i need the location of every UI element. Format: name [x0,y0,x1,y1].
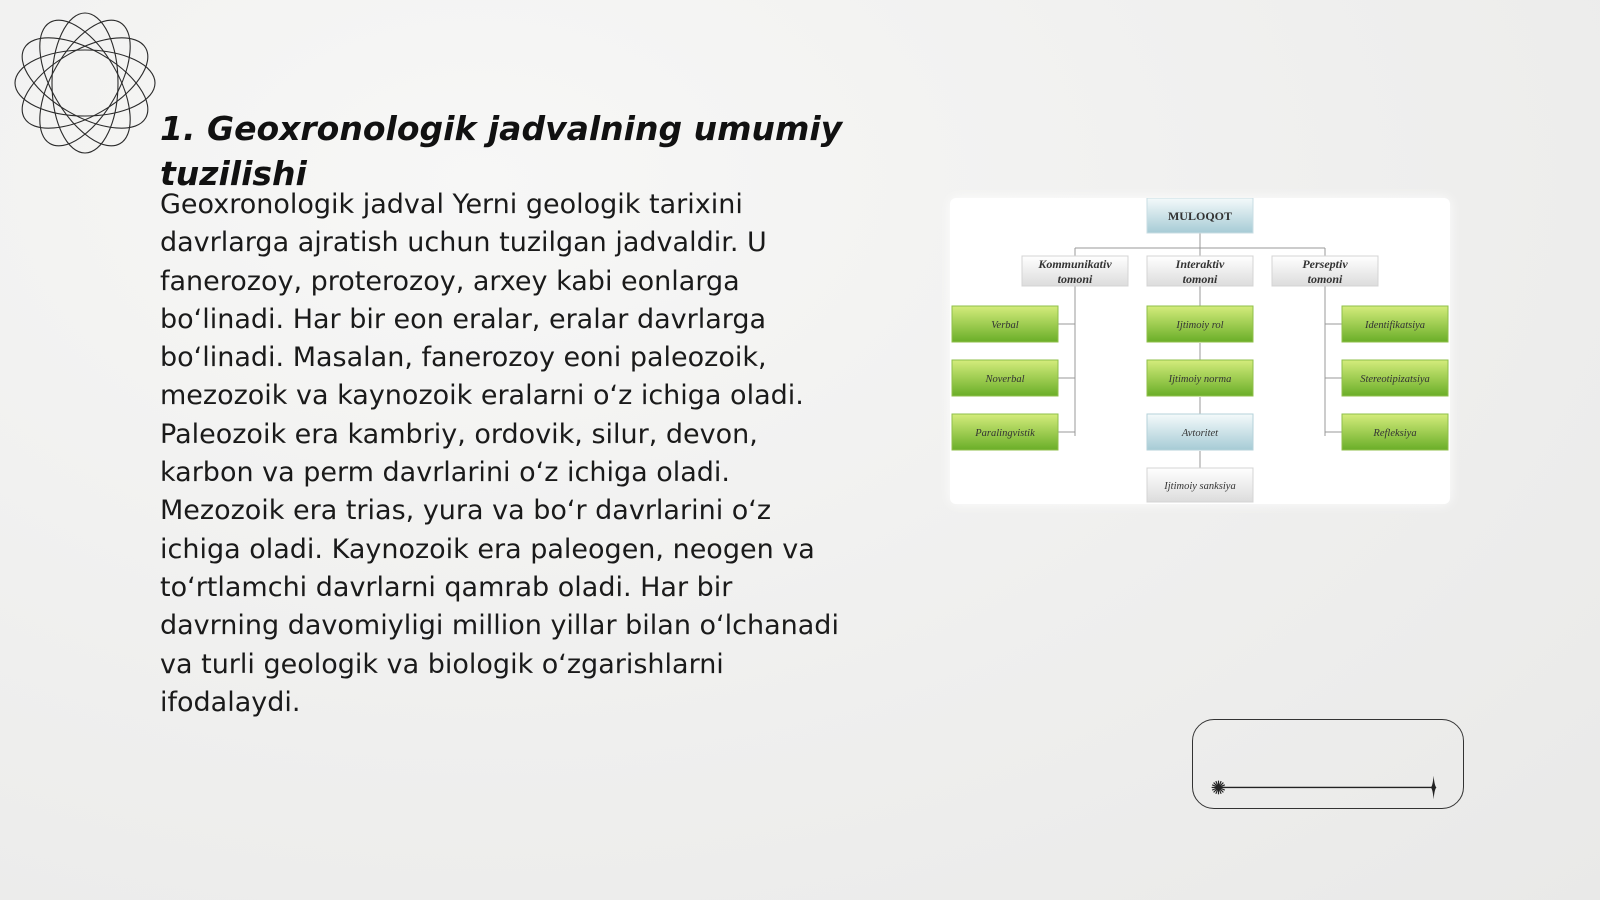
diagram-node-avtoritet [1147,414,1253,450]
diagram-root-label: MULOQOT [1167,209,1233,223]
diagram-node-label: Paralingvistik [975,428,1035,439]
diagram-node-noverbal [952,360,1058,396]
diagram-node-label: Ijtimoiy norma [1168,374,1232,385]
diagram-root-node [1147,198,1253,233]
diagram-node-label: Stereotipizatsiya [1360,374,1430,385]
diagram-heading-line: Kommunikativ [1038,257,1112,271]
slide-body: Geoxronologik jadval Yerni geologik tarixini davrlarga ajratish uchun tuzilgan jadvaldir. U fanerozoy, proterozoy, arxey kabi eonlarga boʻlinadi. Har bir eon eralar, eralar davrlarga boʻlinadi. Masalan, fanerozoy eoni paleozoik, mezozoik va kaynozoik eralarni oʻz ichiga oladi. Paleozoik era kambriy, ordovik, silur, devon, karbon va perm davrlarini oʻz ichiga oladi. Mezozoik era trias, yura va boʻr davrlarini oʻz ichiga oladi. Kaynozoik era paleogen, neogen va toʻrtlamchi davrlarni qamrab oladi. Har bir davrning davomiyligi million yillar bilan oʻlchanadi va turli geologik va biologik oʻzgarishlarni ifodalaydi. [160,189,839,718]
diagram-node-label: Identifikatsiya [1364,320,1426,331]
diagram-node-ijtimoiy-norma [1147,360,1253,396]
diagram-node-ijtimoiy-sanksiya [1147,468,1253,502]
sparkle-icon [1431,776,1437,799]
diagram-heading-line: Perseptiv [1302,257,1348,271]
diagram-heading-perseptiv [1272,256,1378,286]
diagram-node-ijtimoiy-rol [1147,306,1253,342]
diagram-heading-interaktiv [1147,256,1253,286]
diagram-node-label: Ijtimoiy sanksiya [1164,481,1236,492]
diagram-heading-line: tomoni [1057,272,1093,286]
diagram-node-paralingvistik [952,414,1058,450]
diagram-node-label: Verbal [991,320,1019,331]
diagram-node-identifikatsiya [1342,306,1448,342]
muloqot-diagram [950,198,1450,504]
spirograph-icon [10,8,160,158]
diagram-heading-kommunikativ [1022,256,1128,286]
diagram-node-refleksiya [1342,414,1448,450]
slide-title: 1. Geoxronologik jadvalning umumiy tuzilishi [160,109,843,193]
diagram-node-label: Refleksiya [1373,428,1417,439]
diagram-node-verbal [952,306,1058,342]
diagram-node-label: Ijtimoiy rol [1176,320,1224,331]
diagram-heading-line: tomoni [1182,272,1218,286]
decorative-frame [1192,719,1464,809]
diagram-heading-line: Interaktiv [1175,257,1225,271]
starburst-icon [1212,781,1226,795]
diagram-node-label: Noverbal [985,374,1025,385]
diagram-heading-line: tomoni [1307,272,1343,286]
diagram-node-label: Avtoritet [1181,428,1219,439]
diagram-node-stereotipizatsiya [1342,360,1448,396]
